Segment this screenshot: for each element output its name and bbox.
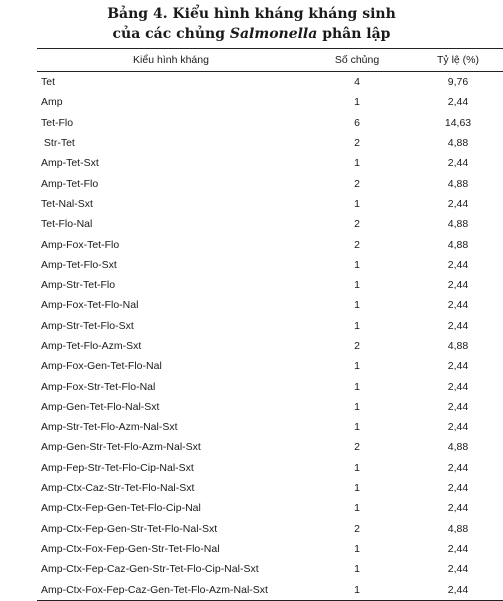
cell-phenotype: Amp-Gen-Str-Tet-Flo-Azm-Nal-Sxt <box>41 441 201 454</box>
cell-strain-count: 1 <box>354 319 360 332</box>
caption-organism-name: Salmonella <box>229 26 318 42</box>
table-row <box>37 559 503 579</box>
table-row <box>37 295 503 315</box>
cell-percentage: 2,44 <box>447 258 469 271</box>
caption-line-2-start: của các chủng <box>112 26 230 42</box>
cell-strain-count: 1 <box>354 299 360 312</box>
table-row <box>37 336 503 356</box>
cell-strain-count: 1 <box>354 502 360 515</box>
caption-line-2 <box>0 24 503 44</box>
cell-strain-count: 1 <box>354 482 360 495</box>
cell-percentage: 4,88 <box>447 238 469 251</box>
cell-strain-count: 2 <box>354 441 360 454</box>
table-row <box>37 417 503 437</box>
cell-percentage: 2,44 <box>447 421 469 434</box>
cell-percentage: 4,88 <box>447 177 469 190</box>
cell-percentage: 4,88 <box>447 218 469 231</box>
cell-strain-count: 1 <box>354 197 360 210</box>
table-row <box>37 519 503 539</box>
cell-phenotype: Amp-Tet-Flo-Sxt <box>41 258 117 271</box>
cell-phenotype: Amp-Str-Tet-Flo <box>41 279 116 292</box>
cell-percentage: 2,44 <box>447 360 469 373</box>
caption-line-2-end: phân lập <box>317 26 391 42</box>
cell-phenotype: Amp-Fox-Tet-Flo-Nal <box>41 299 139 312</box>
cell-percentage: 2,44 <box>447 299 469 312</box>
cell-phenotype: Amp-Fox-Str-Tet-Flo-Nal <box>41 380 156 393</box>
table-row <box>37 437 503 457</box>
cell-strain-count: 2 <box>354 340 360 352</box>
cell-percentage: 14,63 <box>444 116 472 129</box>
cell-phenotype: Amp-Fox-Tet-Flo <box>41 238 120 251</box>
cell-percentage: 4,88 <box>447 340 469 352</box>
table-row <box>37 153 503 173</box>
table-row <box>37 234 503 254</box>
cell-percentage: 2,44 <box>447 319 469 332</box>
header-phenotype: Kiểu hình kháng <box>37 49 301 72</box>
cell-strain-count: 1 <box>354 96 360 109</box>
table-row <box>37 498 503 518</box>
cell-percentage: 2,44 <box>447 542 469 555</box>
table-row <box>37 275 503 295</box>
table-row <box>37 397 503 417</box>
cell-strain-count: 1 <box>354 400 360 413</box>
cell-strain-count: 2 <box>354 177 360 190</box>
cell-percentage: 4,88 <box>447 137 469 150</box>
cell-strain-count: 1 <box>354 461 360 474</box>
cell-phenotype: Amp-Ctx-Fep-Gen-Tet-Flo-Cip-Nal <box>41 502 201 515</box>
cell-percentage: 2,44 <box>447 563 469 576</box>
cell-strain-count: 1 <box>354 542 360 555</box>
cell-strain-count: 1 <box>354 380 360 393</box>
table-row <box>37 255 503 275</box>
cell-strain-count: 2 <box>354 522 360 535</box>
cell-strain-count: 4 <box>354 76 360 89</box>
cell-phenotype: Tet-Nal-Sxt <box>41 197 93 210</box>
cell-strain-count: 1 <box>354 563 360 576</box>
table-row <box>37 316 503 336</box>
cell-phenotype: Tet-Flo <box>41 116 74 129</box>
cell-percentage: 4,88 <box>447 522 469 535</box>
table-row <box>37 376 503 396</box>
cell-phenotype: Amp-Ctx-Fep-Caz-Gen-Str-Tet-Flo-Cip-Nal-Sxt <box>41 563 259 576</box>
table-row <box>37 478 503 498</box>
cell-phenotype: Amp-Ctx-Fep-Gen-Str-Tet-Flo-Nal-Sxt <box>41 522 218 535</box>
cell-strain-count: 2 <box>354 137 360 150</box>
cell-strain-count: 2 <box>354 218 360 231</box>
cell-strain-count: 1 <box>354 258 360 271</box>
table-row <box>37 173 503 193</box>
header-strain-count: Số chủng <box>301 49 413 72</box>
table-row <box>37 458 503 478</box>
cell-strain-count: 1 <box>354 421 360 434</box>
table-caption <box>0 4 503 44</box>
header-percentage: Tỷ lệ (%) <box>413 49 503 72</box>
cell-percentage: 2,44 <box>447 400 469 413</box>
cell-phenotype: Str-Tet <box>41 137 75 150</box>
cell-percentage: 2,44 <box>447 461 469 474</box>
table-row <box>37 113 503 133</box>
cell-phenotype: Amp-Tet-Flo <box>41 177 99 190</box>
cell-percentage: 2,44 <box>447 157 469 170</box>
resistance-phenotype-table <box>37 48 503 601</box>
table-row <box>37 214 503 234</box>
cell-phenotype: Amp-Ctx-Fox-Fep-Gen-Str-Tet-Flo-Nal <box>41 542 220 555</box>
table-row <box>37 356 503 376</box>
cell-strain-count: 1 <box>354 279 360 292</box>
cell-phenotype: Amp-Fox-Gen-Tet-Flo-Nal <box>41 360 162 373</box>
cell-percentage: 9,76 <box>447 76 469 89</box>
table-row <box>37 72 503 93</box>
cell-phenotype: Amp-Ctx-Caz-Str-Tet-Flo-Nal-Sxt <box>41 482 195 495</box>
table-header-row <box>37 49 503 72</box>
cell-percentage: 2,44 <box>447 482 469 495</box>
cell-phenotype: Amp-Gen-Tet-Flo-Nal-Sxt <box>41 400 160 413</box>
table-row <box>37 133 503 153</box>
cell-phenotype: Amp-Ctx-Fox-Fep-Caz-Gen-Tet-Flo-Azm-Nal-Sxt <box>37 579 301 600</box>
cell-phenotype: Amp-Str-Tet-Flo-Azm-Nal-Sxt <box>41 421 178 434</box>
cell-phenotype: Tet <box>41 76 56 89</box>
cell-percentage: 2,44 <box>447 380 469 393</box>
cell-percentage: 2,44 <box>447 197 469 210</box>
cell-strain-count: 1 <box>354 157 360 170</box>
table-row <box>37 579 503 600</box>
cell-strain-count: 1 <box>354 360 360 373</box>
cell-phenotype: Amp-Tet-Sxt <box>41 157 99 170</box>
cell-phenotype: Tet-Flo-Nal <box>41 218 93 231</box>
cell-strain-count: 1 <box>301 579 413 600</box>
table-row <box>37 194 503 214</box>
cell-percentage: 4,88 <box>447 441 469 454</box>
cell-percentage: 2,44 <box>447 502 469 515</box>
table-row <box>37 539 503 559</box>
caption-line-1: Bảng 4. Kiểu hình kháng kháng sinh <box>107 6 396 22</box>
cell-percentage: 2,44 <box>413 579 503 600</box>
cell-phenotype: Amp-Tet-Flo-Azm-Sxt <box>41 340 142 352</box>
cell-phenotype: Amp-Str-Tet-Flo-Sxt <box>41 319 134 332</box>
table-row <box>37 92 503 112</box>
cell-percentage: 2,44 <box>447 279 469 292</box>
cell-phenotype: Amp <box>41 96 63 109</box>
cell-strain-count: 2 <box>354 238 360 251</box>
cell-strain-count: 6 <box>354 116 360 129</box>
cell-percentage: 2,44 <box>447 96 469 109</box>
cell-phenotype: Amp-Fep-Str-Tet-Flo-Cip-Nal-Sxt <box>41 461 194 474</box>
